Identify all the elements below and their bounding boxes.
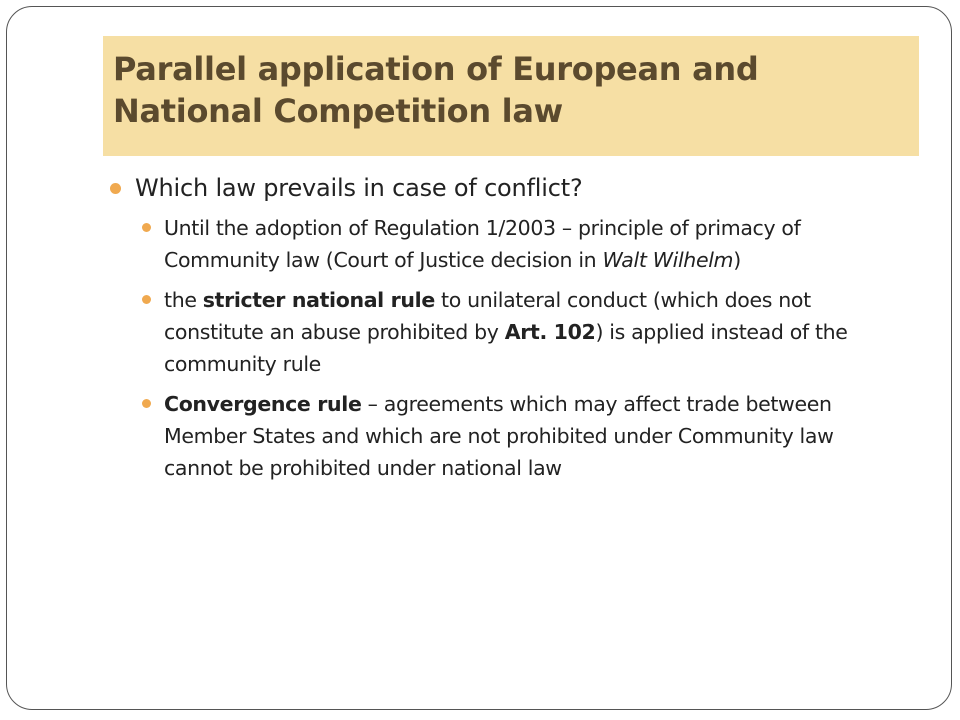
bullet-dot-icon	[110, 183, 121, 194]
slide-body	[110, 170, 900, 492]
main-bullet-text: Which law prevails in case of conflict?	[135, 174, 583, 202]
stricter-national-rule-term: stricter national rule	[202, 288, 435, 312]
title-bar	[103, 36, 919, 156]
bullet-dot-icon	[142, 295, 151, 304]
bullet-dot-icon	[142, 223, 151, 232]
sub-bullet-item-3	[140, 388, 900, 484]
title-line-2: National Competition law	[113, 92, 563, 130]
slide-title	[113, 48, 919, 132]
article-reference: Art. 102	[504, 320, 596, 344]
sub-bullet-2-middle: to unilateral conduct (which does not constitute an abuse prohibited by	[164, 288, 811, 344]
bullet-dot-icon	[142, 399, 151, 408]
title-line-1: Parallel application of European and	[113, 50, 759, 88]
sub-bullet-1-end: )	[733, 248, 741, 272]
sub-bullet-3-text: – agreements which may affect trade between Member States and which are not prohibited under Community law cannot be prohibited under national law	[164, 392, 834, 480]
sub-bullet-item-1	[140, 212, 900, 276]
sub-bullet-2-start: the	[164, 288, 203, 312]
sub-bullet-item-2	[140, 284, 900, 380]
sub-bullet-2-end: ) is applied instead of the community rule	[164, 320, 848, 376]
main-bullet-item	[110, 170, 900, 206]
sub-bullet-1-text: Until the adoption of Regulation 1/2003 – principle of primacy of Community law (Court of Justice decision in	[164, 216, 801, 272]
convergence-rule-term: Convergence rule	[164, 392, 362, 416]
case-name: Walt Wilhelm	[602, 248, 734, 272]
